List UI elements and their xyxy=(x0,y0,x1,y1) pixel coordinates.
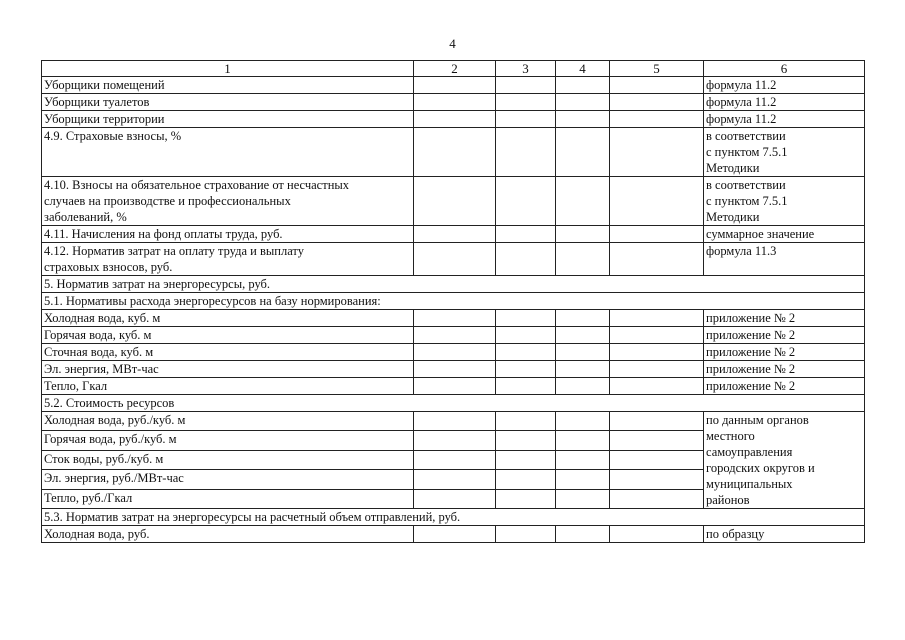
row-label: Горячая вода, руб./куб. м xyxy=(42,431,414,450)
row-source: в соответствии с пунктом 7.5.1 Методики xyxy=(704,177,865,226)
table-row xyxy=(42,310,865,327)
row-source: формула 11.2 xyxy=(704,94,865,111)
section-heading: 5.1. Нормативы расхода энергоресурсов на базу нормирования: xyxy=(42,293,865,310)
row-label: Сток воды, руб./куб. м xyxy=(42,450,414,469)
row-label: 4.11. Начисления на фонд оплаты труда, руб. xyxy=(42,226,414,243)
table-row xyxy=(42,226,865,243)
section-heading: 5. Норматив затрат на энергоресурсы, руб. xyxy=(42,276,865,293)
row-label: Холодная вода, руб./куб. м xyxy=(42,412,414,431)
row-label: Тепло, Гкал xyxy=(42,378,414,395)
table-row xyxy=(42,243,865,276)
row-label: Горячая вода, куб. м xyxy=(42,327,414,344)
section-row xyxy=(42,395,865,412)
section-heading: 5.2. Стоимость ресурсов xyxy=(42,395,865,412)
table-row xyxy=(42,111,865,128)
column-header: 5 xyxy=(610,61,704,77)
table-row xyxy=(42,526,865,543)
section-row xyxy=(42,276,865,293)
resource-cost-note: по данным органов местного самоуправления городских округов и муниципальных районов xyxy=(704,412,865,509)
header-row xyxy=(42,61,865,77)
row-source: приложение № 2 xyxy=(704,344,865,361)
row-label: Уборщики территории xyxy=(42,111,414,128)
row-source: приложение № 2 xyxy=(704,327,865,344)
table-row xyxy=(42,94,865,111)
page-number: 4 xyxy=(449,36,456,51)
table-row xyxy=(42,327,865,344)
row-label: 4.10. Взносы на обязательное страхование от несчастных случаев на производстве и профессиональных заболеваний, % xyxy=(42,177,414,226)
row-label: Сточная вода, куб. м xyxy=(42,344,414,361)
row-label: Уборщики туалетов xyxy=(42,94,414,111)
section-row xyxy=(42,293,865,310)
table-row xyxy=(42,177,865,226)
row-source: формула 11.2 xyxy=(704,111,865,128)
row-label: Тепло, руб./Гкал xyxy=(42,489,414,508)
row-source: формула 11.2 xyxy=(704,77,865,94)
column-header: 2 xyxy=(414,61,496,77)
row-source: приложение № 2 xyxy=(704,361,865,378)
normative-table xyxy=(41,60,865,543)
row-label: Эл. энергия, МВт-час xyxy=(42,361,414,378)
row-source: в соответствии с пунктом 7.5.1 Методики xyxy=(704,128,865,177)
row-label: Эл. энергия, руб./МВт-час xyxy=(42,470,414,489)
row-source: приложение № 2 xyxy=(704,310,865,327)
row-label: 4.12. Норматив затрат на оплату труда и выплату страховых взносов, руб. xyxy=(42,243,414,276)
section-heading: 5.3. Норматив затрат на энергоресурсы на расчетный объем отправлений, руб. xyxy=(42,509,865,526)
table-row xyxy=(42,344,865,361)
row-source: формула 11.3 xyxy=(704,243,865,276)
row-source: приложение № 2 xyxy=(704,378,865,395)
column-header: 4 xyxy=(556,61,610,77)
section-row xyxy=(42,509,865,526)
column-header: 6 xyxy=(704,61,865,77)
row-label: Холодная вода, куб. м xyxy=(42,310,414,327)
column-header: 1 xyxy=(42,61,414,77)
row-source: суммарное значение xyxy=(704,226,865,243)
table-row xyxy=(42,361,865,378)
column-header: 3 xyxy=(496,61,556,77)
table-row xyxy=(42,128,865,177)
table-row xyxy=(42,77,865,94)
row-label: 4.9. Страховые взносы, % xyxy=(42,128,414,177)
row-label: Холодная вода, руб. xyxy=(42,526,414,543)
table-row xyxy=(42,412,865,431)
row-source: по образцу xyxy=(704,526,865,543)
row-label: Уборщики помещений xyxy=(42,77,414,94)
table-row xyxy=(42,378,865,395)
